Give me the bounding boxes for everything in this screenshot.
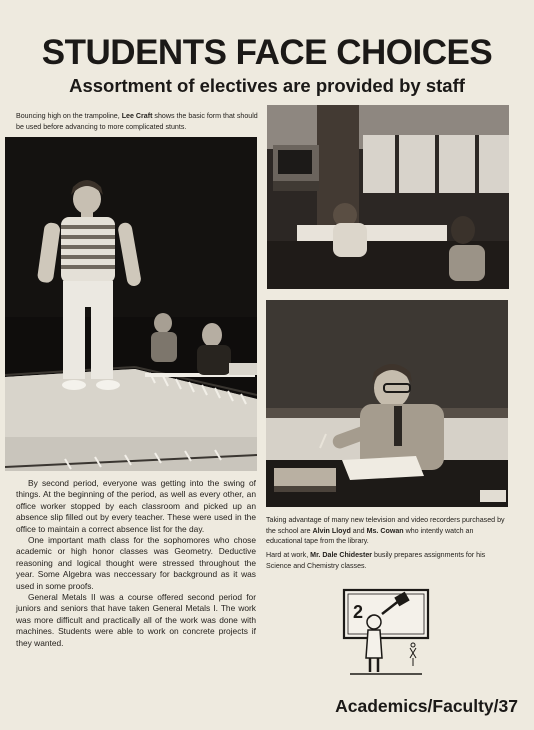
article-paragraph: One important math class for the sophomores who chose academic or high honor classes was Geometry. Deductive reasoning and logical thought were stressed throughout the year. Some Algebra was neccessary for background as it was used in some proofs. bbox=[16, 535, 256, 591]
article-paragraph: General Metals II was a course offered second period for juniors and seniors that have taken General Metals I. The work was more difficult and practically all of the work was done with machines. Students were able to work on concrete projects if they wanted. bbox=[16, 592, 256, 648]
caption-text: busily prepares assignments for his Science and Chemistry classes. bbox=[266, 551, 486, 570]
caption-text: Hard at work, bbox=[266, 551, 311, 559]
library-caption bbox=[266, 515, 509, 547]
caption-text: shows the basic form that should be used before advancing to more complicated stunts. bbox=[16, 112, 258, 131]
student-name: Lee Craft bbox=[121, 112, 153, 120]
page-folio: Academics/Faculty/37 bbox=[335, 696, 518, 716]
article-paragraph: By second period, everyone was getting into the swing of things. At the beginning of the period, as well as every other, an office worker stopped by each classroom and picked up an absence slip filled out by every teacher. These were used in the office to maintain a correct absence list for the day. bbox=[16, 478, 256, 534]
chalkboard-cartoon-icon bbox=[340, 588, 432, 678]
board-number: 2 bbox=[353, 602, 364, 622]
teacher-desk-photo bbox=[266, 300, 508, 507]
work-caption bbox=[266, 550, 509, 571]
teacher-name: Mr. Dale Chidester bbox=[310, 551, 373, 559]
caption-text: Taking advantage of many new television and video recorders purchased by the school are bbox=[266, 516, 505, 535]
caption-text: who intently watch an educational tape from the library. bbox=[266, 526, 474, 545]
trampoline-caption bbox=[16, 111, 260, 132]
page-subtitle: Assortment of electives are provided by staff bbox=[69, 75, 465, 96]
student-name: Alvin Lloyd bbox=[312, 526, 351, 535]
page-title: STUDENTS FACE CHOICES bbox=[41, 33, 493, 72]
television-photo bbox=[267, 105, 509, 289]
trampoline-photo bbox=[5, 137, 257, 471]
caption-text: and bbox=[350, 526, 367, 535]
caption-text: Bouncing high on the trampoline, bbox=[16, 112, 122, 120]
teacher-name: Ms. Cowan bbox=[366, 526, 404, 535]
article-body bbox=[16, 478, 256, 649]
